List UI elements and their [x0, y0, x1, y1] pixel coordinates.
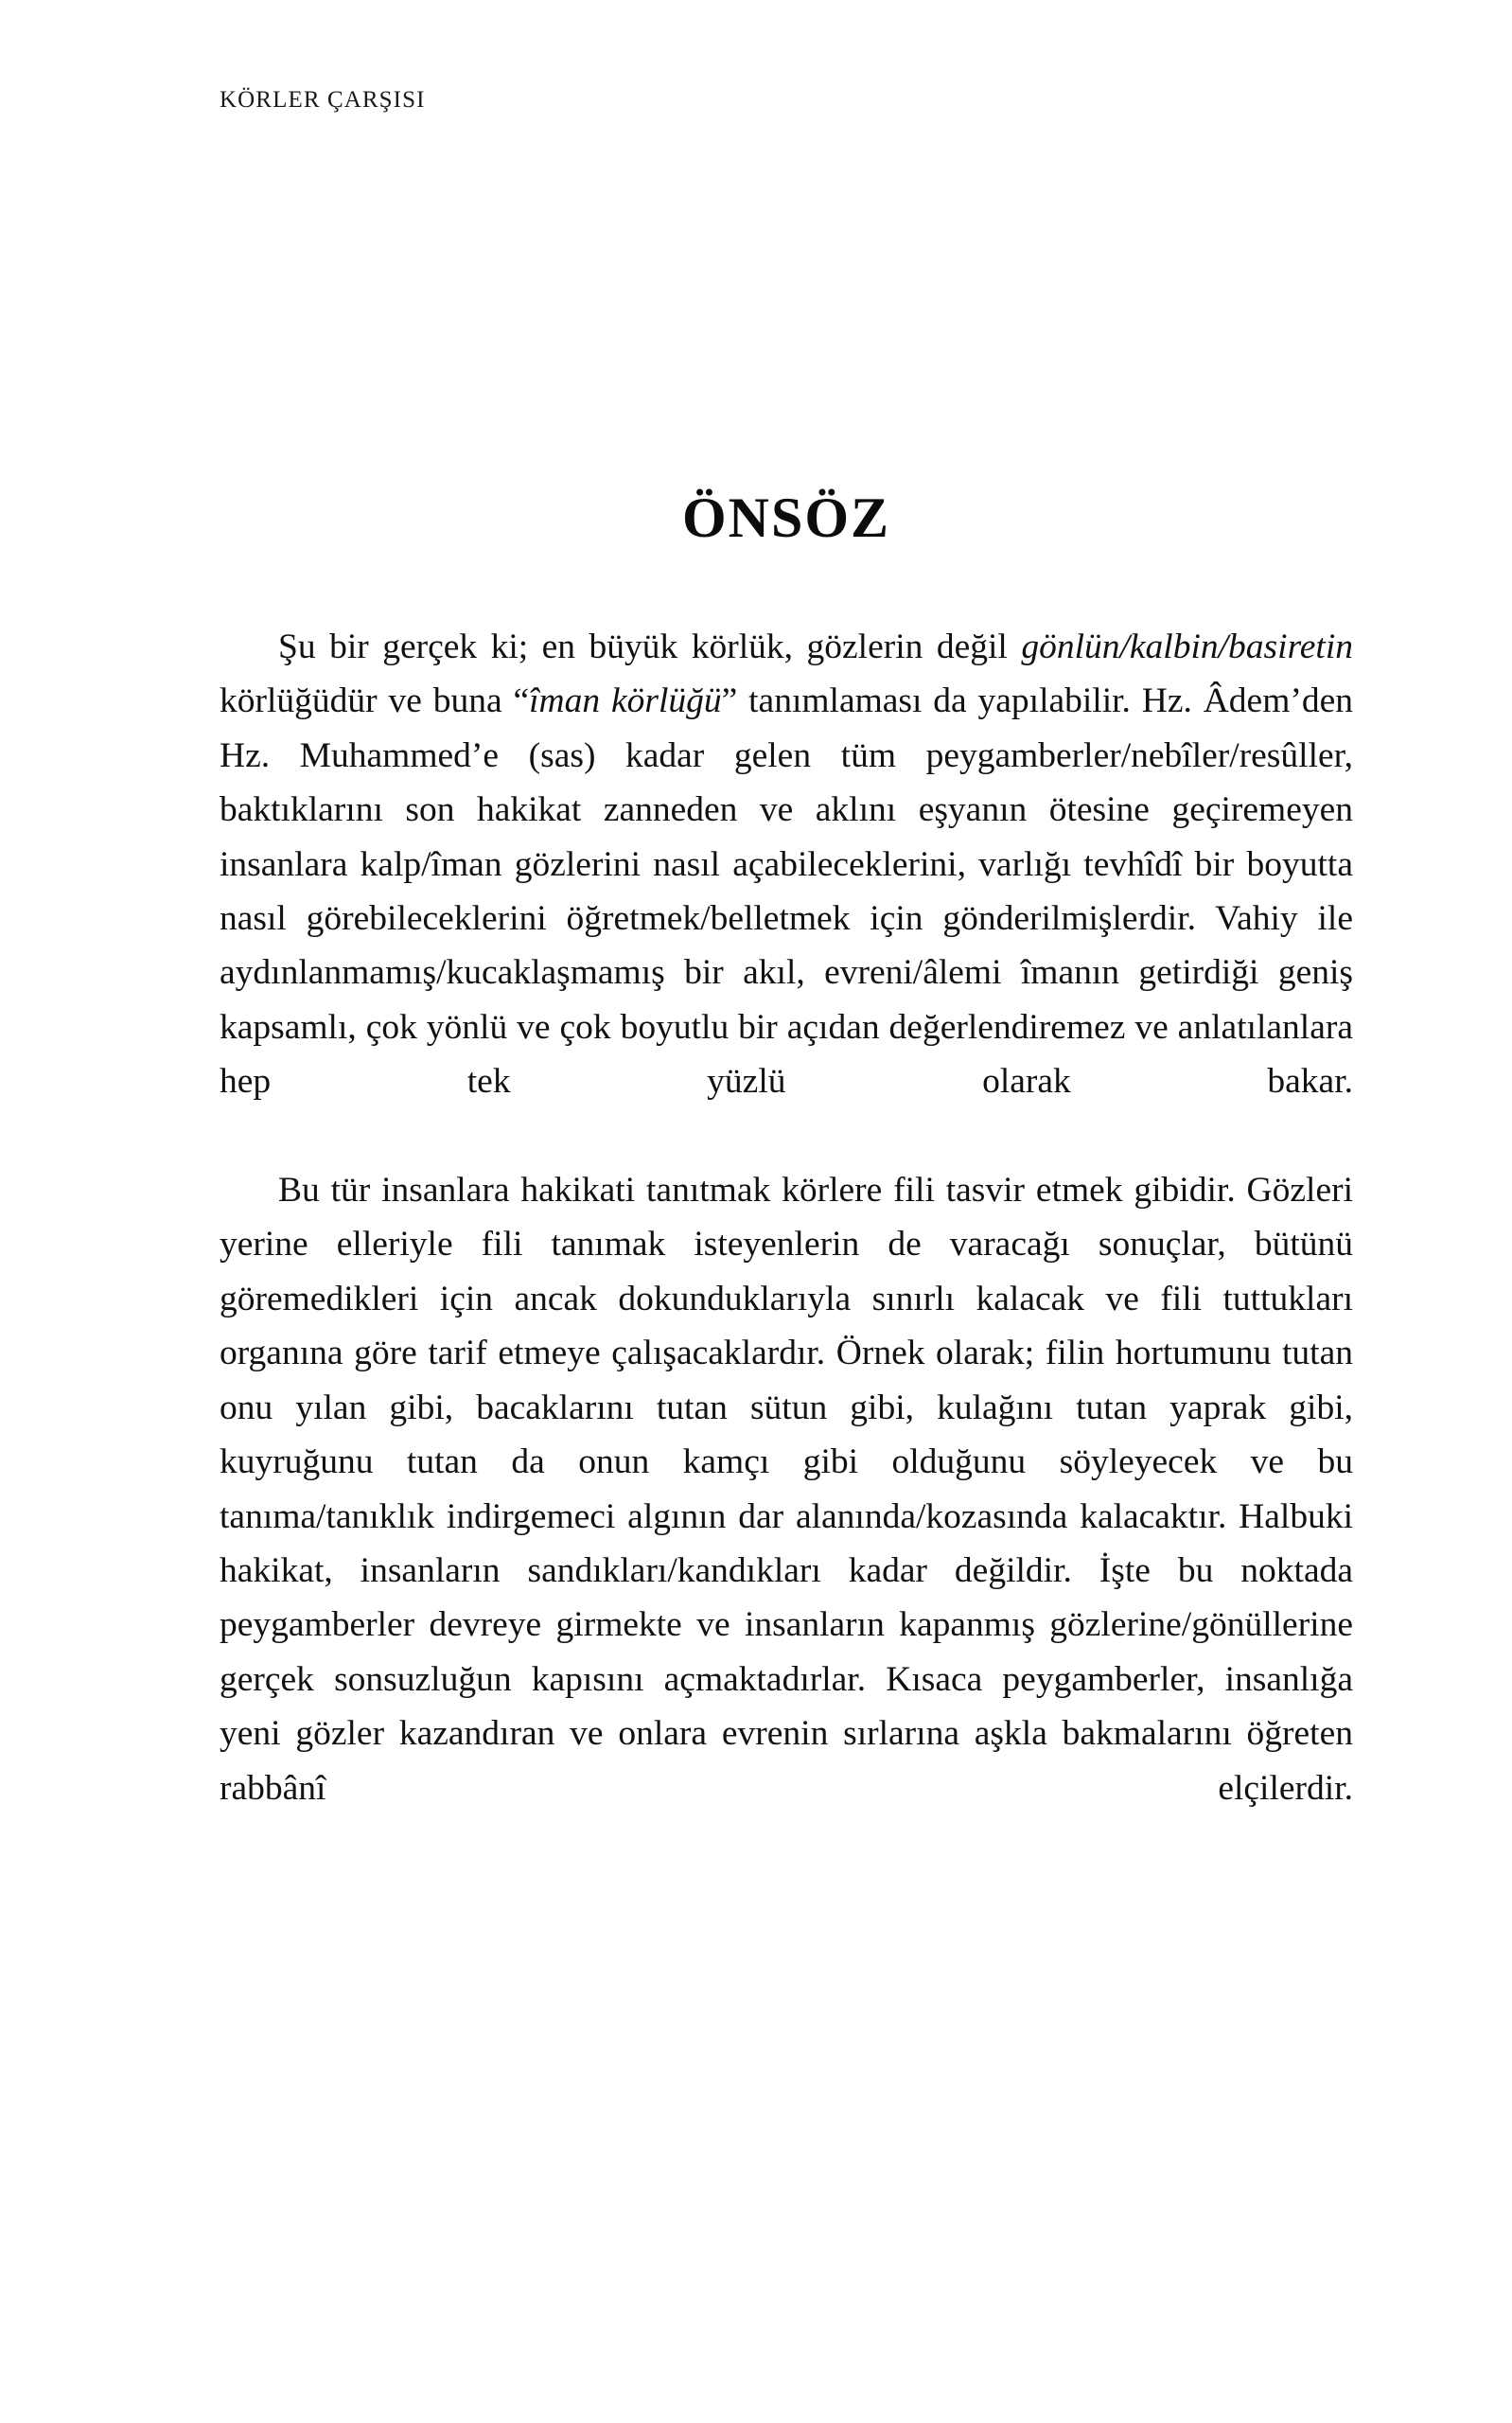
body-text: ” tanımlaması da yapılabilir. Hz. Âdem’den Hz. Muhammed’e (sas) kadar gelen tüm peygamberler/nebîler/resûller, baktıklarını son hakikat zanneden ve aklını eşyanın ötesine geçiremeyen insanlara kalp/îman gözlerini nasıl açabileceklerini, varlığı tevhîdî bir boyutta nasıl görebileceklerini öğretmek/belletmek için gönderilmişlerdir. Vahiy ile aydınlanmamış/kucaklaşmamış bir akıl, evreni/âlemi îmanın getirdiği geniş kapsamlı, çok yönlü ve çok boyutlu bir açıdan değerlendiremez ve anlatılanlara hep tek yüzlü olarak bakar.: [220, 681, 1353, 1102]
body-text: Şu bir gerçek ki; en büyük körlük, gözlerin değil: [278, 628, 1022, 666]
body-text-block: [220, 620, 1353, 1869]
body-text: körlüğüdür ve buna “: [220, 681, 530, 721]
running-head: KÖRLER ÇARŞISI: [220, 87, 426, 113]
paragraph: [220, 620, 1353, 1163]
paragraph: [220, 1163, 1353, 1869]
page-title: ÖNSÖZ: [681, 486, 891, 550]
emphasis-text: gönlün/kalbin/basiretin: [1021, 628, 1353, 666]
body-text: Bu tür insanlara hakikati tanıtmak körlere fili tasvir etmek gibidir. Gözleri yerine elleriyle fili tanımak isteyenlerin de varacağı sonuçlar, bütünü göremedikleri için ancak dokunduklarıyla sınırlı kalacak ve fili tuttukları organına göre tarif etmeye çalışacaklardır. Örnek olarak; filin hortumunu tutan onu yılan gibi, bacaklarını tutan sütun gibi, kulağını tutan yaprak gibi, kuyruğunu tutan da onun kamçı gibi olduğunu söyleyecek ve bu tanıma/tanıklık indirgemeci algının dar alanında/kozasında kalacaktır. Halbuki hakikat, insanların sandıkları/kandıkları kadar değildir. İşte bu noktada peygamberler devreye girmekte ve insanların kapanmış gözlerine/gönüllerine gerçek sonsuzluğun kapısını açmaktadırlar. Kısaca peygamberler, insanlığa yeni gözler kazandıran ve onlara evrenin sırlarına aşkla bakmalarını öğreten rabbânî elçilerdir.: [220, 1171, 1353, 1808]
emphasis-text: îman körlüğü: [529, 681, 722, 721]
